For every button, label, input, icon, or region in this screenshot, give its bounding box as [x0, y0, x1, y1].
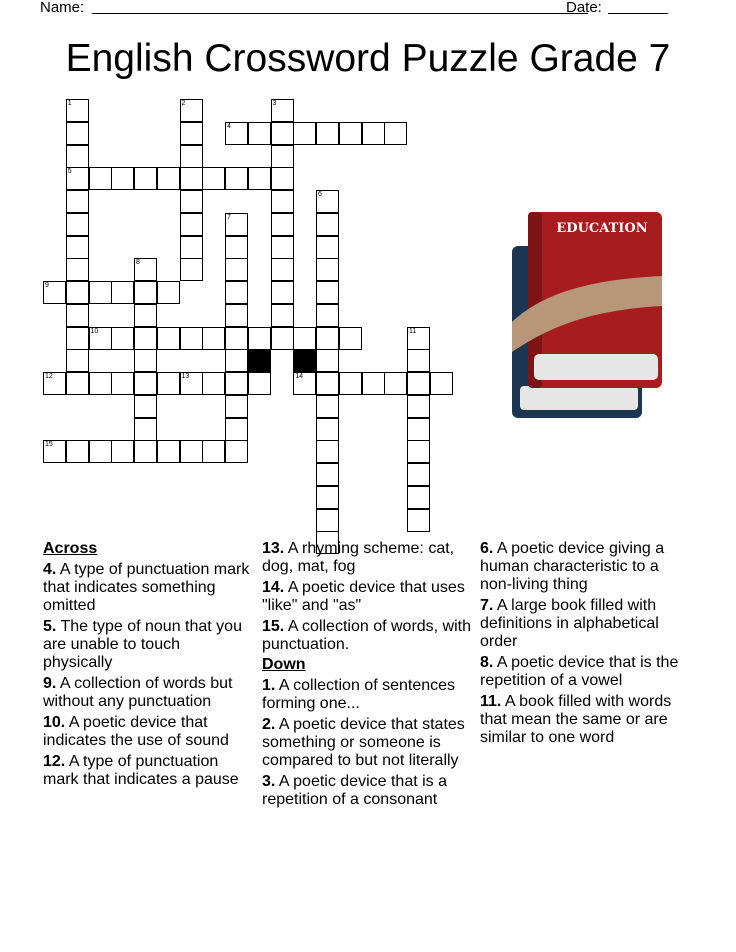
grid-cell[interactable]: [134, 258, 157, 281]
book-label: EDUCATION: [556, 221, 648, 236]
grid-cell[interactable]: [225, 236, 248, 259]
clue-number: 6: [318, 191, 322, 198]
grid-cell[interactable]: [180, 190, 203, 213]
grid-cell[interactable]: [271, 281, 294, 304]
down-heading: Down: [262, 656, 306, 673]
grid-cell[interactable]: [111, 440, 134, 463]
clue-number: 2: [181, 100, 186, 107]
grid-cell[interactable]: [43, 281, 66, 304]
grid-cell[interactable]: [316, 122, 339, 145]
grid-cell[interactable]: [248, 327, 271, 350]
grid-cell[interactable]: [89, 440, 112, 463]
grid-cell[interactable]: [248, 372, 271, 395]
grid-cell[interactable]: [66, 167, 89, 190]
grid-cell[interactable]: [316, 395, 339, 418]
grid-cell[interactable]: [225, 440, 248, 463]
grid-cell[interactable]: [293, 122, 316, 145]
grid-cell[interactable]: [66, 190, 89, 213]
clue-down-8: 8. A poetic device that is the repetition of a vowel: [480, 654, 679, 689]
grid-cell[interactable]: [202, 327, 225, 350]
grid-cell[interactable]: [202, 167, 225, 190]
clue-number: 8: [136, 259, 140, 267]
grid-cell[interactable]: [66, 145, 89, 168]
clue-across-14: 14. A poetic device that uses "like" and "as": [262, 579, 465, 614]
clue-down-11: 11. A book filled with words that mean the same or are similar to one word: [480, 693, 672, 746]
education-book-icon: [508, 210, 664, 426]
clue-number: 1: [67, 100, 72, 107]
page-title: English Crossword Puzzle Grade 7: [65, 37, 671, 80]
grid-cell[interactable]: [180, 258, 203, 281]
clue-number: 4: [227, 122, 231, 130]
grid-cell[interactable]: [407, 509, 430, 532]
grid-cell[interactable]: [407, 463, 430, 486]
grid-cell[interactable]: [134, 418, 157, 441]
grid-cell[interactable]: [134, 304, 157, 327]
grid-cell[interactable]: [180, 122, 203, 145]
grid-cell[interactable]: [293, 372, 316, 395]
grid-cell[interactable]: [316, 258, 339, 281]
grid-cell[interactable]: [316, 213, 339, 236]
grid-cell[interactable]: [157, 281, 180, 304]
grid-cell[interactable]: [134, 395, 157, 418]
grid-cell[interactable]: [316, 236, 339, 259]
clue-down-7: 7. A large book filled with definitions in alphabetical order: [480, 597, 659, 650]
grid-cell[interactable]: [225, 167, 248, 190]
grid-cell[interactable]: [225, 349, 248, 372]
grid-cell[interactable]: [157, 167, 180, 190]
clue-down-1: 1. A collection of sentences forming one...: [262, 677, 456, 712]
grid-cell[interactable]: [339, 122, 362, 145]
grid-cell[interactable]: [384, 122, 407, 145]
clue-across-15: 15. A collection of words, with punctuation.: [262, 618, 472, 653]
clues-column-3: [480, 538, 680, 747]
grid-cell[interactable]: [66, 258, 89, 281]
grid-cell[interactable]: [225, 122, 248, 145]
clue-across-4: 4. A type of punctuation mark that indicates something omitted: [43, 561, 250, 614]
grid-cell[interactable]: [180, 372, 203, 395]
grid-cell[interactable]: [180, 236, 203, 259]
grid-cell[interactable]: [89, 281, 112, 304]
grid-cell[interactable]: [271, 99, 294, 122]
grid-cell[interactable]: [66, 327, 89, 350]
grid-cell[interactable]: [89, 372, 112, 395]
clues-column-2: [262, 538, 477, 809]
grid-cell[interactable]: [66, 122, 89, 145]
clue-down-6: 6. A poetic device giving a human characteristic to a non-living thing: [480, 540, 665, 593]
clue-number: 12: [45, 373, 53, 380]
grid-cell[interactable]: [362, 372, 385, 395]
clues-column-1: [43, 538, 253, 789]
grid-cell[interactable]: [407, 372, 430, 395]
grid-cell[interactable]: [430, 372, 453, 395]
grid-cell[interactable]: [43, 372, 66, 395]
grid-cell[interactable]: [180, 99, 203, 122]
across-heading: Across: [43, 540, 98, 557]
grid-cell[interactable]: [134, 167, 157, 190]
grid-cell[interactable]: [134, 440, 157, 463]
grid-cell[interactable]: [134, 349, 157, 372]
grid-cell[interactable]: [271, 327, 294, 350]
clue-number: 3: [272, 100, 277, 107]
grid-cell[interactable]: [180, 440, 203, 463]
clue-number: 13: [181, 373, 190, 380]
grid-cell[interactable]: [316, 281, 339, 304]
grid-cell[interactable]: [180, 167, 203, 190]
grid-cell[interactable]: [134, 372, 157, 395]
grid-cell[interactable]: [248, 167, 271, 190]
clue-number: 14: [295, 373, 304, 380]
clue-number: 15: [45, 441, 53, 449]
black-cell: [293, 349, 316, 372]
grid-cell[interactable]: [180, 327, 203, 350]
grid-cell[interactable]: [248, 122, 271, 145]
grid-cell[interactable]: [339, 327, 362, 350]
clue-number: 10: [90, 327, 99, 335]
grid-cell[interactable]: [339, 372, 362, 395]
grid-cell[interactable]: [271, 258, 294, 281]
clue-number: 11: [409, 327, 417, 335]
grid-cell[interactable]: [271, 213, 294, 236]
grid-cell[interactable]: [407, 418, 430, 441]
grid-cell[interactable]: [225, 213, 248, 236]
black-cell: [248, 349, 271, 372]
grid-cell[interactable]: [271, 167, 294, 190]
grid-cell[interactable]: [407, 395, 430, 418]
grid-cell[interactable]: [271, 236, 294, 259]
grid-cell[interactable]: [66, 213, 89, 236]
grid-cell[interactable]: [316, 304, 339, 327]
grid-cell[interactable]: [66, 349, 89, 372]
grid-cell[interactable]: [225, 418, 248, 441]
clue-number: 5: [67, 168, 72, 176]
clue-across-13: 13. A rhyming scheme: cat, dog, mat, fog: [262, 540, 455, 575]
grid-cell[interactable]: [316, 418, 339, 441]
grid-cell[interactable]: [271, 190, 294, 213]
grid-cell[interactable]: [43, 440, 66, 463]
grid-cell[interactable]: [157, 372, 180, 395]
grid-cell[interactable]: [316, 327, 339, 350]
grid-cell[interactable]: [384, 372, 407, 395]
grid-cell[interactable]: [316, 440, 339, 463]
grid-cell[interactable]: [407, 349, 430, 372]
clue-across-9: 9. A collection of words but without any punctuation: [43, 675, 233, 710]
grid-cell[interactable]: [271, 304, 294, 327]
clue-down-3: 3. A poetic device that is a repetition of a consonant: [262, 773, 448, 808]
grid-cell[interactable]: [157, 327, 180, 350]
grid-cell[interactable]: [134, 327, 157, 350]
clue-across-10: 10. A poetic device that indicates the use of sound: [43, 714, 229, 749]
grid-cell[interactable]: [225, 304, 248, 327]
grid-cell[interactable]: [66, 99, 89, 122]
grid-cell[interactable]: [316, 372, 339, 395]
grid-cell[interactable]: [271, 145, 294, 168]
clue-across-12: 12. A type of punctuation mark that indicates a pause: [43, 753, 239, 788]
grid-cell[interactable]: [89, 167, 112, 190]
grid-cell[interactable]: [66, 440, 89, 463]
grid-cell[interactable]: [225, 281, 248, 304]
grid-cell[interactable]: [362, 122, 385, 145]
grid-cell[interactable]: [157, 440, 180, 463]
grid-cell[interactable]: [66, 236, 89, 259]
grid-cell[interactable]: [225, 258, 248, 281]
grid-cell[interactable]: [316, 463, 339, 486]
name-label: Name:: [40, 0, 85, 16]
clue-number: 7: [227, 213, 231, 221]
grid-cell[interactable]: [66, 281, 89, 304]
grid-cell[interactable]: [134, 281, 157, 304]
grid-cell[interactable]: [316, 349, 339, 372]
grid-cell[interactable]: [225, 372, 248, 395]
grid-cell[interactable]: [111, 372, 134, 395]
clue-number: 9: [45, 282, 49, 289]
grid-cell[interactable]: [407, 327, 430, 350]
grid-cell[interactable]: [202, 372, 225, 395]
grid-cell[interactable]: [66, 372, 89, 395]
grid-cell[interactable]: [316, 190, 339, 213]
clue-down-2: 2. A poetic device that states something or someone is compared to but not literally: [262, 716, 465, 769]
grid-cell[interactable]: [271, 122, 294, 145]
grid-cell[interactable]: [111, 327, 134, 350]
grid-cell[interactable]: [180, 145, 203, 168]
grid-cell[interactable]: [111, 281, 134, 304]
date-label: Date:: [566, 0, 602, 16]
grid-cell[interactable]: [316, 486, 339, 509]
grid-cell[interactable]: [407, 440, 430, 463]
grid-cell[interactable]: [180, 213, 203, 236]
grid-cell[interactable]: [111, 167, 134, 190]
grid-cell[interactable]: [407, 486, 430, 509]
grid-cell[interactable]: [293, 327, 316, 350]
grid-cell[interactable]: [316, 509, 339, 532]
clue-across-5: 5. The type of noun that you are unable to touch physically: [43, 618, 242, 671]
grid-cell[interactable]: [202, 440, 225, 463]
grid-cell[interactable]: [225, 327, 248, 350]
grid-cell[interactable]: [66, 304, 89, 327]
grid-cell[interactable]: [225, 395, 248, 418]
grid-cell[interactable]: [89, 327, 112, 350]
